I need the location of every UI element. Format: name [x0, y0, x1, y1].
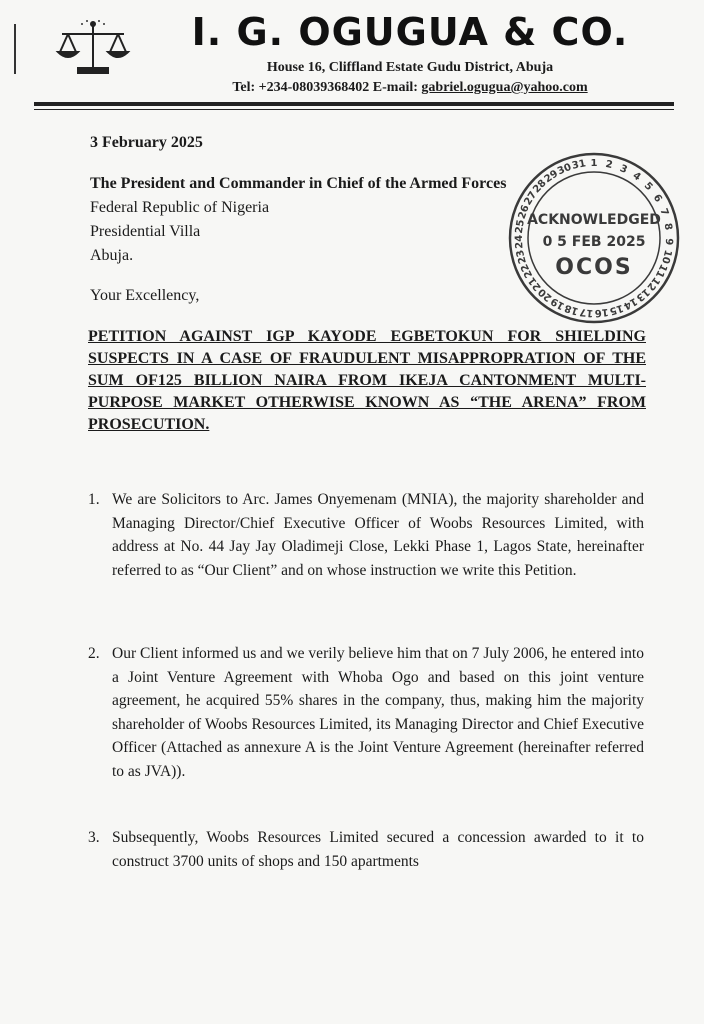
stamp-ring-number: 27	[522, 189, 540, 208]
recipient-line-1: The President and Commander in Chief of the Armed Forces	[90, 175, 507, 192]
paragraph-number: 2.	[88, 645, 100, 662]
stamp-ring-number: 16	[594, 305, 610, 319]
paragraph-1	[88, 488, 644, 582]
stamp-ring-number: 3	[618, 163, 629, 176]
stamp-ring-number: 28	[531, 177, 549, 196]
recipient-line-2: Federal Republic of Nigeria	[90, 199, 270, 216]
stamp-ring-number: 12	[644, 274, 662, 293]
stamp-ring-number: 14	[621, 294, 639, 312]
firm-contact	[150, 80, 670, 96]
stamp-ring-number: 22	[519, 262, 536, 280]
stamp-ring-number: 21	[526, 274, 544, 293]
firm-address: House 16, Cliffland Estate Gudu District, Abuja	[266, 60, 554, 75]
stamp-ring-number: 18	[563, 301, 580, 317]
stamp-date: 0 5 FEB 2025	[542, 234, 646, 250]
stamp-ring-number: 5	[641, 180, 655, 193]
paragraph-text: We are Solicitors to Arc. James Onyemenam (MNIA), the majority shareholder and Managing Director/Chief Executive Officer of Woobs Resources Limited, with address at No. 44 Jay Jay Oladimeji Close, Lekki Phase 1, Lagos State, hereinafter referred to as “Our Client” and on whose instruction we write this Petition.	[112, 491, 644, 579]
stamp-ring-number: 2	[604, 158, 614, 172]
salutation: Your Excellency,	[90, 287, 200, 304]
paragraph-2	[88, 642, 644, 783]
paragraph-3	[88, 826, 644, 873]
stamp-ring-number: 6	[650, 192, 664, 205]
stamp-ring-number: 23	[514, 248, 529, 265]
firm-name: I. G. OGUGUA & CO.	[191, 10, 629, 54]
scales-of-justice-icon	[54, 18, 132, 76]
contact-phone: Tel: +234-08039368402 E-mail:	[232, 80, 422, 95]
paragraph-number: 3.	[88, 829, 100, 846]
subject-heading: PETITION AGAINST IGP KAYODE EGBETOKUN FOR SHIELDING SUSPECTS IN A CASE OF FRAUDULENT MISAPPROPRATION OF THE SUM OF125 BILLION NAIRA FROM IKEJA CANTONMENT MULTI-PURPOSE MARKET OTHERWISE KNOWN AS “THE ARENA” FROM PROSECUTION.	[88, 328, 646, 433]
paragraph-text: Our Client informed us and we verily believe him that on 7 July 2006, he entered into a Joint Venture Agreement with Whoba Ogo and based on this joint venture agreement, he acquired 55% shares in the company, thus, making him the majority shareholder of Woobs Resources Limited, its Managing Director and Chief Executive Officer (Attached as annexure A is the Joint Venture Agreement (hereinafter referred to as JVA)).	[112, 645, 644, 780]
stamp-ring-number: 11	[652, 262, 669, 280]
stamp-ring-number: 19	[549, 294, 567, 312]
acknowledged-stamp	[506, 150, 682, 326]
stamp-ring-number: 9	[662, 238, 675, 246]
stamp-ring-number: 20	[536, 285, 555, 304]
header-rule-thin	[34, 109, 674, 110]
paragraph-text: Subsequently, Woobs Resources Limited secured a concession awarded to it to construct 3700 units of shops and 150 apartments	[112, 829, 644, 870]
stamp-ring-number: 13	[633, 285, 652, 304]
recipient-line-3: Presidential Villa	[90, 223, 201, 240]
stamp-ring-number: 10	[659, 248, 674, 265]
stamp-ring-number: 26	[516, 203, 532, 221]
header-rule-thick	[34, 102, 674, 106]
stamp-ring-number: 17	[578, 305, 594, 319]
letter-date: 3 February 2025	[90, 134, 203, 151]
paragraph-number: 1.	[88, 491, 100, 508]
stamp-ring-number: 1	[590, 158, 598, 169]
stamp-ring-number: 29	[542, 168, 561, 186]
stamp-ring-number: 24	[513, 234, 526, 250]
stamp-ring-number: 8	[661, 222, 674, 231]
stamp-office: OCOS	[555, 255, 633, 280]
stamp-label: ACKNOWLEDGED	[527, 212, 661, 228]
margin-mark	[14, 24, 16, 74]
stamp-ring-number: 31	[571, 158, 587, 172]
stamp-ring-number: 15	[608, 301, 625, 317]
stamp-ring-number: 30	[556, 161, 574, 178]
stamp-ring-number: 4	[630, 170, 643, 184]
stamp-ring-number: 7	[657, 206, 671, 218]
stamp-ring-number: 25	[513, 218, 527, 235]
contact-email-link[interactable]: gabriel.ogugua@yahoo.com	[421, 80, 588, 95]
recipient-line-4: Abuja.	[90, 247, 134, 264]
